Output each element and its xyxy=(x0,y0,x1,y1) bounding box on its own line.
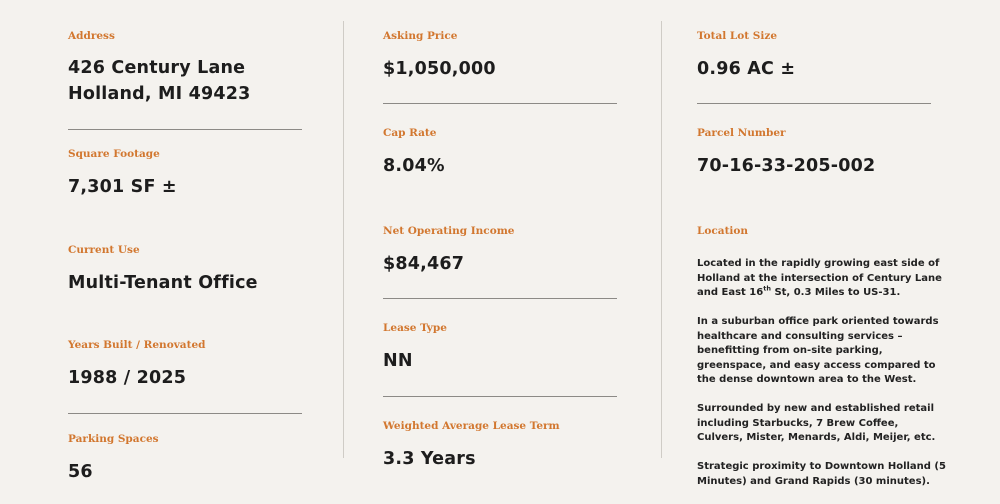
asking-price-field xyxy=(383,29,617,82)
location-paragraph-1: Located in the rapidly growing east side of Holland at the intersection of Century Lane and East 16th St, 0.3 Miles to US-31. xyxy=(697,258,942,298)
lease-type-label: Lease Type xyxy=(383,322,447,334)
years-built-value: 1988 / 2025 xyxy=(68,368,187,388)
current-use-value: Multi-Tenant Office xyxy=(68,273,258,293)
lease-type-field xyxy=(383,321,617,374)
location-paragraph-3: Surrounded by new and established retail including Starbucks, 7 Brew Coffee, Culvers, Mister, Menards, Aldi, Meijer, etc. xyxy=(697,403,936,443)
location-field xyxy=(697,224,942,238)
location-label: Location xyxy=(697,225,749,237)
square-footage-field xyxy=(68,147,302,200)
current-use-field xyxy=(68,243,302,296)
address-label: Address xyxy=(68,30,115,42)
square-footage-label: Square Footage xyxy=(68,148,160,160)
walt-value: 3.3 Years xyxy=(383,449,476,469)
lease-type-value: NN xyxy=(383,351,413,371)
noi-value: $84,467 xyxy=(383,254,465,274)
parking-field xyxy=(68,432,302,485)
years-built-label: Years Built / Renovated xyxy=(68,339,206,351)
years-built-divider xyxy=(68,413,302,414)
lot-size-label: Total Lot Size xyxy=(697,30,778,42)
location-paragraph-2: In a suburban office park oriented towards healthcare and consulting services – benefitting from on-site parking, greenspace, and easy access compared to the dense downtown area to the West. xyxy=(697,316,939,385)
parcel-field xyxy=(697,126,942,179)
cap-rate-label: Cap Rate xyxy=(383,127,437,139)
lot-size-field xyxy=(697,29,942,82)
years-built-field xyxy=(68,338,302,391)
lot-size-divider xyxy=(697,103,931,104)
noi-field xyxy=(383,224,617,277)
noi-divider xyxy=(383,298,617,299)
parking-label: Parking Spaces xyxy=(68,433,159,445)
lot-size-value: 0.96 AC ± xyxy=(697,59,796,79)
location-description xyxy=(697,257,947,504)
address-line-1: 426 Century Lane xyxy=(68,58,246,78)
walt-field xyxy=(383,419,617,472)
lease-type-divider xyxy=(383,396,617,397)
cap-rate-value: 8.04% xyxy=(383,156,445,176)
address-line-2: Holland, MI 49423 xyxy=(68,84,251,104)
parcel-value: 70-16-33-205-002 xyxy=(697,156,876,176)
walt-label: Weighted Average Lease Term xyxy=(383,420,560,432)
column-separator-right xyxy=(661,21,662,458)
address-value xyxy=(68,55,302,107)
parking-value: 56 xyxy=(68,462,93,482)
current-use-label: Current Use xyxy=(68,244,140,256)
asking-price-divider xyxy=(383,103,617,104)
asking-price-label: Asking Price xyxy=(383,30,458,42)
noi-label: Net Operating Income xyxy=(383,225,515,237)
address-field xyxy=(68,29,302,107)
cap-rate-field xyxy=(383,126,617,179)
parcel-label: Parcel Number xyxy=(697,127,786,139)
square-footage-value: 7,301 SF ± xyxy=(68,177,177,197)
asking-price-value: $1,050,000 xyxy=(383,59,496,79)
address-divider xyxy=(68,129,302,130)
location-paragraph-4: Strategic proximity to Downtown Holland (5 Minutes) and Grand Rapids (30 minutes). xyxy=(697,461,946,487)
column-separator-left xyxy=(343,21,344,458)
